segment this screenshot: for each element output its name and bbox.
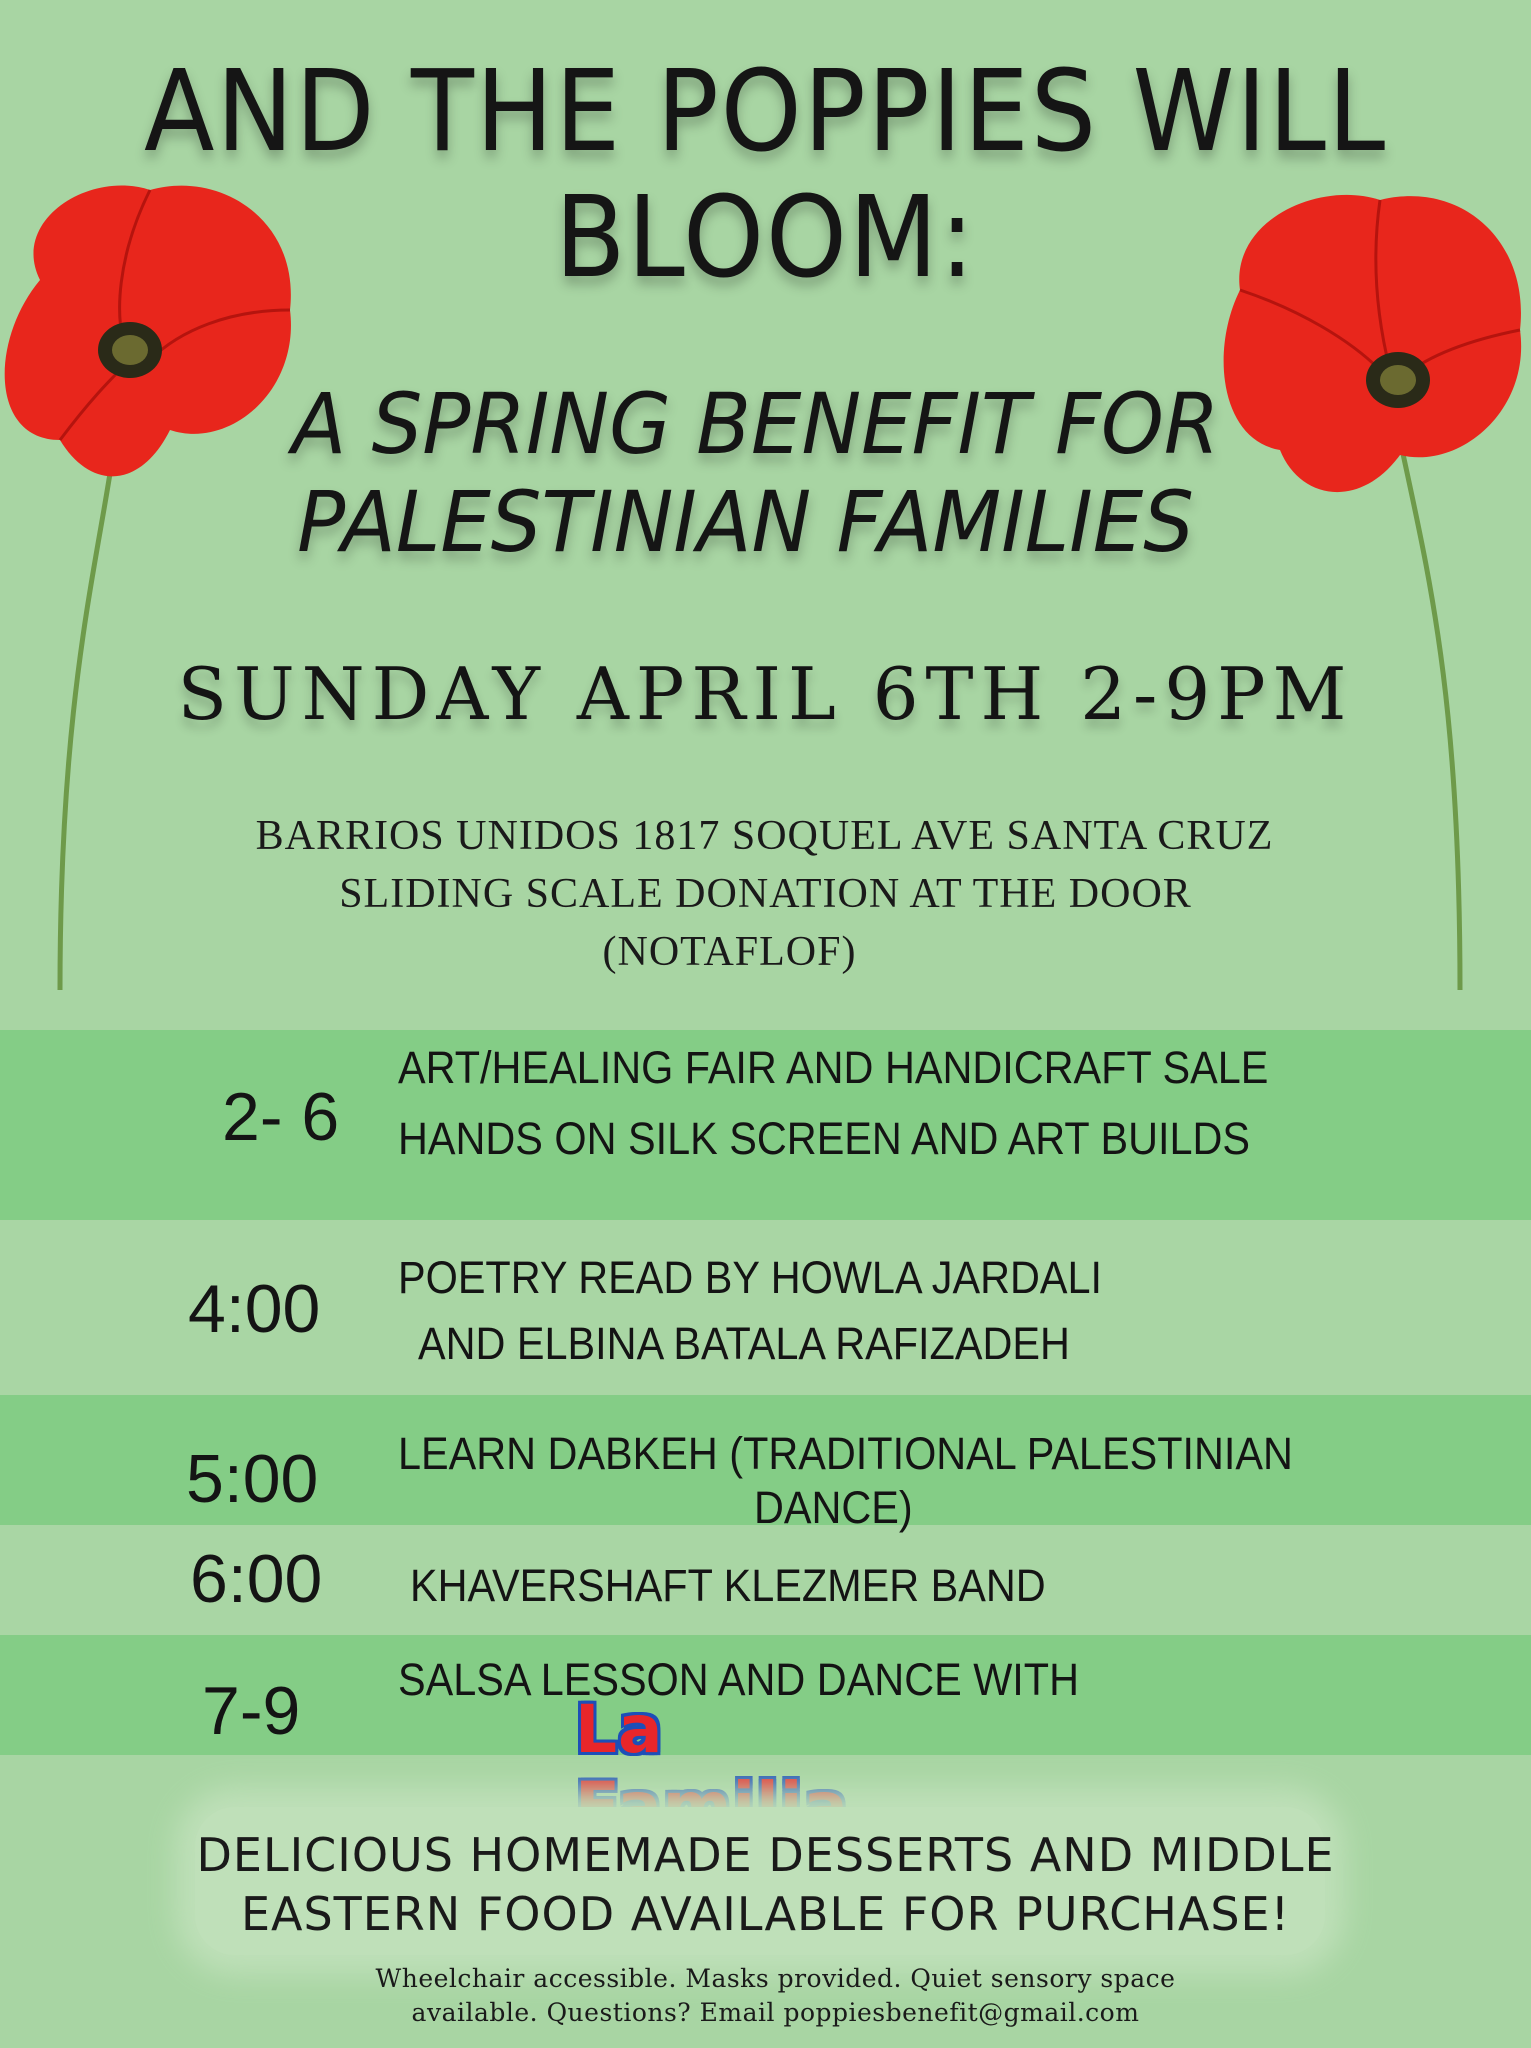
schedule-time: 5:00: [186, 1441, 319, 1517]
schedule-activity: KHAVERSHAFT KLEZMER BAND: [410, 1560, 1046, 1611]
la-familia-logo: La: [575, 1691, 664, 1768]
schedule-activity: ART/HEALING FAIR AND HANDICRAFT SALE: [398, 1042, 1269, 1093]
schedule-time: 2- 6: [222, 1079, 340, 1155]
schedule-activity: AND ELBINA BATALA RAFIZADEH: [418, 1318, 1070, 1369]
title-line-2: BLOOM:: [554, 173, 977, 303]
title-line-1: AND THE POPPIES WILL: [143, 47, 1387, 177]
venue-address: BARRIOS UNIDOS 1817 SOQUEL AVE SANTA CRUZ: [255, 813, 1274, 859]
schedule-activity: HANDS ON SILK SCREEN AND ART BUILDS: [398, 1113, 1251, 1164]
schedule-activity: LEARN DABKEH (TRADITIONAL PALESTINIAN: [398, 1428, 1293, 1479]
venue-donation: SLIDING SCALE DONATION AT THE DOOR: [339, 871, 1192, 917]
accessibility-note: Wheelchair accessible. Masks provided. Quiet sensory space: [375, 1964, 1176, 1993]
food-notice-line-2: EASTERN FOOD AVAILABLE FOR PURCHASE!: [240, 1887, 1291, 1941]
schedule-time: 6:00: [190, 1541, 323, 1617]
food-notice-line-1: DELICIOUS HOMEMADE DESSERTS AND MIDDLE: [196, 1828, 1335, 1882]
venue-notaflof: (NOTAFLOF): [602, 929, 857, 975]
schedule-activity: DANCE): [754, 1482, 913, 1533]
schedule-time: 7-9: [202, 1673, 301, 1749]
schedule-time: 4:00: [188, 1271, 321, 1347]
schedule-activity: SALSA LESSON AND DANCE WITH: [398, 1654, 1079, 1705]
subtitle-line-1: A SPRING BENEFIT FOR: [291, 375, 1220, 473]
event-date: SUNDAY APRIL 6TH 2-9PM: [177, 652, 1354, 736]
contact-note: available. Questions? Email poppiesbenefit@gmail.com: [411, 1998, 1140, 2027]
subtitle-line-2: PALESTINIAN FAMILIES: [297, 473, 1194, 571]
schedule-activity: POETRY READ BY HOWLA JARDALI: [398, 1252, 1103, 1303]
